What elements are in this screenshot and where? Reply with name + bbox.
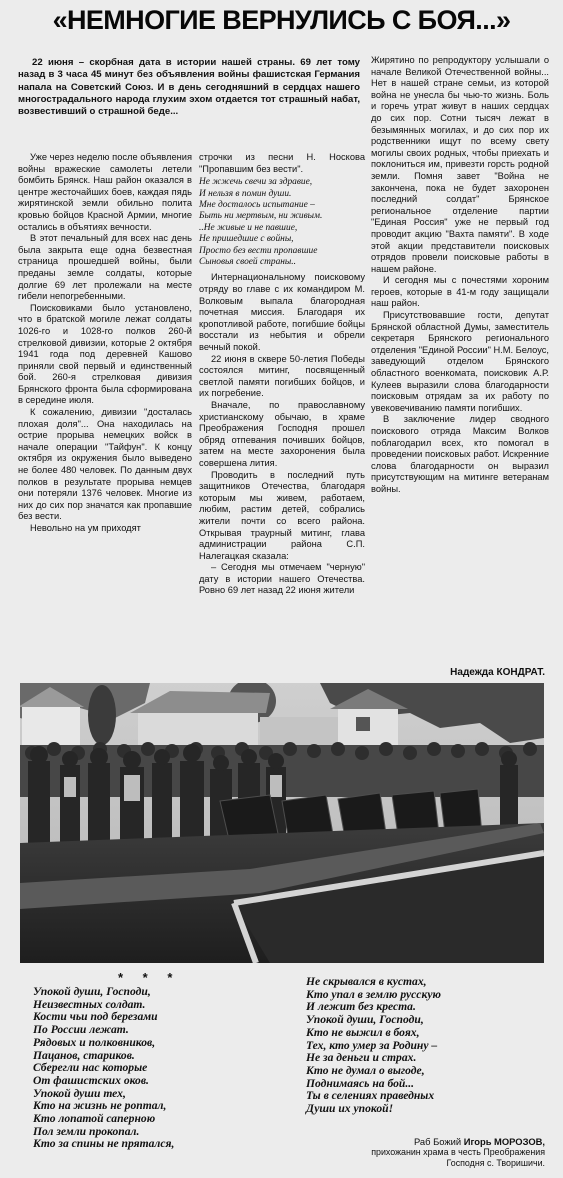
poem-line: Кто за спины не прятался, (33, 1137, 175, 1151)
poem-line: По России лежат. (33, 1023, 129, 1037)
poem-line: Упокой души, Господи, (33, 985, 151, 998)
paragraph: К сожалению, дивизии "досталась плохая доля"... Она находилась на острие прорыва немецких войск в начале операции "Тайфун". К концу октября из окружения было выведено не более 480 человек. По данным двух полков в результате прорыва немцев они потеряли 1376 человек. Многие из них до сих пор значатся как пропавшие без вести. (18, 407, 192, 522)
paragraph: строчки из песни Н. Носкова "Пропавшим без вести". (199, 152, 365, 174)
poem-line: Души их упокой! (306, 1102, 394, 1116)
signature-line: Господня с. Творишичи. (446, 1158, 545, 1168)
poem-separator-stars: * * * (118, 970, 181, 985)
signature-line: прихожанин храма в честь Преображения (371, 1147, 545, 1157)
song-line: И нельзя в помин души. (199, 188, 292, 199)
poem-line: Сберегли нас которые (33, 1061, 148, 1075)
song-line: Мне досталось испытание – (199, 200, 315, 210)
poem-line: Тех, кто умер за Родину – (306, 1038, 438, 1052)
article-column-2 (199, 152, 365, 597)
article-column-1 (18, 152, 192, 535)
paragraph: Невольно на ум приходят (30, 523, 141, 533)
article-column-3 (371, 55, 549, 496)
paragraph: Присутствовавшие гости, депутат Брянской областной Думы, заместитель секретаря Брянского регионального отделения "Единой России" Н.М. Белоус, заведующий отделом Брянского областного военкомата, поисковик А.Р. Кулеев выразили слова благодарности поисковым отрядам за их работу по увековечиванию памяти погибших. (371, 310, 550, 413)
poem-line: Кости чьи под березами (33, 1010, 158, 1024)
poem-line: Кто лопатой саперною (33, 1112, 156, 1126)
song-line: Не пришедшие с войны, (199, 234, 294, 245)
paragraph: Поисковиками было установлено, что в братской могиле лежат солдаты 1026-го и 1028-го полков 260-й стрелковой дивизии, которые 2 октября 1941 года под деревней Кашово приняли свой первый и единственный бой. 260-я стрелковая дивизия Брянского фронта была сформирована в середине июля. (18, 302, 192, 406)
poem-line: Ты в селениях праведных (306, 1089, 435, 1103)
poem-line: Пол земли прокопал. (33, 1124, 140, 1138)
lead-paragraph: 22 июня – скорбная дата в истории нашей страны. 69 лет тому назад в 3 часа 45 минут без объявления войны фашистская Германия напала на Советский Союз. И в день сегодняшний в сердцах нашего многострадального народа глухим эхом отдается тот страшный набат, возвестивший о страшной беде... (18, 57, 360, 118)
poem-signature (371, 1136, 545, 1169)
article-headline: «НЕМНОГИЕ ВЕРНУЛИСЬ С БОЯ...» (52, 5, 511, 35)
poem-line: Кто не думал о выгоде, (306, 1063, 425, 1077)
poem-line: От фашистских оков. (33, 1073, 149, 1087)
paragraph: – Сегодня мы отмечаем "черную" дату в истории нашего Отечества. Ровно 69 лет назад 22 июня жители (199, 562, 365, 596)
poem-line: Рядовых и полковников, (33, 1035, 156, 1049)
paragraph: В этот печальный для всех нас день была закрыта еще одна безвестная страница прошедшей войны, были преданы земле солдаты, которые долгие 69 лет пролежали на месте гибели непогребенными. (18, 233, 192, 302)
poem-line: Не за деньги и страх. (306, 1051, 417, 1065)
poem-line: И лежит без креста. (306, 1000, 416, 1014)
signature-name-line (371, 1136, 545, 1147)
memorial-ceremony-photo (20, 683, 544, 963)
song-line: ..Не живые и не павшие, (199, 222, 298, 233)
poem-line: Упокой души тех, (33, 1086, 126, 1100)
article-author: Надежда КОНДРАТ. (450, 667, 545, 678)
poem-line: Поднимаясь на бой... (306, 1076, 415, 1090)
poem-line: Пацанов, стариков. (33, 1048, 135, 1062)
paragraph: Интернациональному поисковому отряду во главе с их командиром М. Волковым выпала благородная почетная миссия. Благодаря их кропотливой работе, погибшие бойцы восстали из небытия и обрели вечный покой. (199, 272, 365, 352)
poem-line: Неизвестных солдат. (33, 997, 146, 1011)
paragraph: И сегодня мы с почестями хороним героев, которые в 41-м году защищали наш район. (371, 275, 549, 309)
song-line: Сыновья своей страны.. (199, 257, 296, 268)
song-quote (199, 177, 365, 268)
poem-line: Упокой души, Господи, (306, 1013, 424, 1027)
poem-line: Кто упал в землю русскую (306, 987, 441, 1001)
paragraph: В заключение лидер сводного поискового отряда Максим Волков поблагодарил всех, кто помогал в проведении поисковых работ. Искренние слова благодарности он выразил присутствующим на митинге ветеранам войны. (371, 414, 549, 494)
article-lead (18, 57, 360, 118)
paragraph: 22 июня в сквере 50-летия Победы состоялся митинг, посвященный светлой памяти погибших бойцов, и их погребение. (199, 353, 365, 399)
paragraph: Проводить в последний путь защитников Отечества, благодаря которым мы живем, работаем, любим, растим детей, собрались жители почти со всего района. Открывая траурный митинг, глава администрации района С.П. Налегацкая сказала: (199, 469, 365, 561)
poem-line: Кто не выжил в боях, (306, 1025, 420, 1039)
paragraph: Уже через неделю после объявления войны вражеские самолеты летели бомбить Брянск. Наш район оказался в центре жесточайших боев, каждая пядь жирятинской земли обильно полита кровью бойцов Красной Армии, многие остались в объятиях вечности. (18, 152, 192, 232)
photo-illustration (20, 683, 544, 963)
signature-prefix: Раб Божий (413, 1136, 462, 1147)
paragraph: Жирятино по репродуктору услышали о начале Великой Отечественной войны... Нет в нашей стране семьи, из которой война не унесла бы чью-то жизнь. Боль и горечь утрат живут в наших сердцах до сих пор. Сотни тысяч лежат в безымянных могилах, и до сих пор их родственники ищут по всему свету могилы своих родных, чтобы приехать и поклониться им, привезти горсть родной земли. Помня завет "Война не закончена, пока не будет захоронен последний солдат" Брянское региональное отделение партии "Единая Россия" уже не первый год проводит акцию "Вахта памяти". В ходе этой акции представители поисковых отрядов провели поисковые работы в нашем районе. (371, 55, 549, 274)
song-line: Не жжечь свечи за здравие, (199, 177, 313, 188)
poem-column-1 (33, 986, 174, 1151)
song-line: Быть ни мертвым, ни живым. (199, 211, 323, 222)
poem-line: Не скрывался в кустах, (306, 975, 427, 988)
paragraph: Вначале, по православному христианскому обычаю, в храме Преображения Господня прошел обряд отпевания почивших бойцов, затем на месте захоронения была совершена лития. (199, 399, 365, 468)
poem-line: Кто на жизнь не роптал, (33, 1099, 167, 1113)
signature-name: Игорь МОРОЗОВ, (463, 1136, 545, 1147)
song-line: Просто без вести пропавшие (199, 245, 318, 256)
poem-column-2 (306, 976, 441, 1116)
